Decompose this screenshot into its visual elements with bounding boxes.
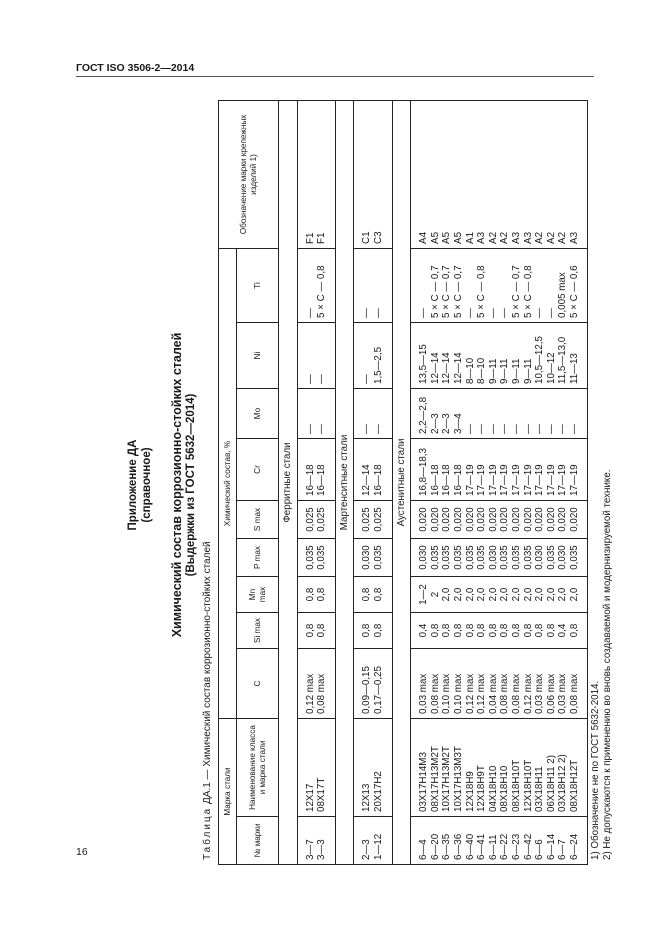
table-cell: — [316,424,328,434]
table-cell: — [545,308,557,318]
table-cell: 0,8 [545,623,557,638]
table-cell: 16—18 [304,464,316,496]
table-cell: 9—11 [522,358,534,384]
cell-group-mn [354,577,392,613]
table-cell: 0,12 max [522,673,534,714]
table-cell: 0,020 [557,507,569,532]
table-cell: 0,06 max [545,673,557,714]
table-cell: 13,5—15 [418,344,430,384]
table-cell: 2,0 [568,587,580,602]
table-cell: 06X18H11 2) [545,754,557,812]
table-cell: 0,08 max [568,673,580,714]
table-cell: 17—19 [557,464,569,496]
table-body [279,100,588,864]
table-cell: 12—14 [441,352,453,384]
table-cell: 08X18H10 [499,765,511,812]
cell-group-si [411,613,588,649]
table-cell: 11,5—13,0 [557,336,569,384]
table-cell: 17—19 [534,464,546,496]
table-cell: 5 × C — 0,7 [429,265,441,318]
table-cell: 0,08 max [510,673,522,714]
table-cell: F1 [316,232,328,244]
table-cell: 10,5—12,5 [534,336,546,384]
cell-group-c [297,649,335,719]
table-cell: 03X18H12 2) [557,754,569,812]
cell-group-si [354,613,392,649]
table-cell: 2,0 [452,587,464,602]
document-header: ГОСТ ISO 3506-2—2014 [76,62,195,74]
table-cell: 0,035 [464,545,476,570]
table-cell: 0,020 [522,507,534,532]
table-cell: 0,03 max [534,673,546,714]
table-cell: 0,8 [510,623,522,638]
table-cell: 0,12 max [464,673,476,714]
table-cell: 12X13 [361,783,373,812]
table-cell: 0,035 [476,545,488,570]
table-cell: 20X17H2 [372,771,384,812]
table-cell: — [499,424,511,434]
col-header-cr: Cr [237,439,279,501]
table-cell: 17—19 [464,464,476,496]
table-cell: 0,08 max [499,673,511,714]
cell-group-num [354,817,392,865]
table-cell: — [304,308,316,318]
table-cell: 0,8 [316,623,328,638]
table-cell: A5 [452,231,464,244]
table-cell: 17—19 [476,464,488,496]
table-cell: 0,020 [476,507,488,532]
section-row [279,100,298,864]
cell-group-c [411,649,588,719]
table-cell: 0,17—0,25 [372,666,384,714]
table-cell: 6—24 [568,833,580,860]
col-header-chem-composition: Химический состав, % [219,248,237,718]
table-cell: A3 [476,231,488,244]
table-cell: 0,10 max [441,673,453,714]
table-cell: — [557,424,569,434]
table-cell: 0,8 [361,623,373,638]
table-cell: A2 [487,231,499,244]
cell-group-des [411,100,588,248]
table-cell: — [361,308,373,318]
table-cell: — [545,424,557,434]
table-cell: 0,4 [418,623,430,638]
table-cell: 17—19 [568,464,580,496]
table-cell: — [487,424,499,434]
table-cell: 0,8 [452,623,464,638]
table-cell: 12X17 [304,783,316,812]
table-cell: 0,08 max [316,673,328,714]
cell-group-c [354,649,392,719]
table-cell: — [522,424,534,434]
cell-group-ti [297,248,335,322]
col-header-p: P max [237,539,279,577]
table-cell: 2,0 [545,587,557,602]
table-cell: F1 [304,232,316,244]
section-row [392,100,411,864]
table-cell: 0,8 [568,623,580,638]
table-cell: 6—20 [429,833,441,860]
rotated-content [120,105,661,865]
table-cell: 0,8 [522,623,534,638]
table-cell: — [372,308,384,318]
table-cell: 0,020 [464,507,476,532]
table-cell: 6—42 [522,833,534,860]
cell-group-mo [297,389,335,439]
table-cell: — [499,308,511,318]
table-cell: 0,035 [499,545,511,570]
table-cell: 0,8 [304,623,316,638]
table-cell: 16—18 [452,464,464,496]
table-cell: C3 [372,231,384,244]
table-cell: 0,025 [372,507,384,532]
table-row-group [354,100,392,864]
table-cell: 0,08 max [429,673,441,714]
table-cell: 10—12 [545,352,557,384]
table-cell: 6—7 [557,839,569,860]
table-cell: 0,8 [487,623,499,638]
cell-group-des [297,100,335,248]
table-cell: 9—11 [499,358,511,384]
table-cell: 2,0 [476,587,488,602]
cell-group-mn [297,577,335,613]
table-cell: 5 × C — 0,8 [522,265,534,318]
table-cell: 6—22 [499,833,511,860]
table-cell: 2,0 [510,587,522,602]
cell-group-cr [354,439,392,501]
table-cell: 1—2 [418,584,430,605]
table-cell: 0,035 [545,545,557,570]
table-cell: 0,035 [441,545,453,570]
footnote-2: 2) Не допускаются к применению во вновь создаваемой и модернизируемой технике. [602,469,613,860]
cell-group-ti [411,248,588,322]
table-cell: — [510,424,522,434]
cell-group-p [297,539,335,577]
table-cell: 1—12 [372,833,384,860]
table-cell: 2 [429,591,441,598]
table-cell: 16,8—18,3 [418,448,430,496]
cell-group-name [297,719,335,817]
table-cell: A2 [499,231,511,244]
table-cell: 2,0 [499,587,511,602]
table-cell: 2—3 [361,839,373,860]
cell-group-p [354,539,392,577]
cell-group-mo [354,389,392,439]
table-cell: 2,0 [522,587,534,602]
col-header-mo: Mo [237,389,279,439]
col-header-c: C [237,649,279,719]
cell-group-si [297,613,335,649]
table-cell: 0,10 max [452,673,464,714]
table-cell: 16—18 [429,464,441,496]
table-cell: 16—18 [316,464,328,496]
cell-group-s [354,501,392,539]
table-cell: 03X18H11 [534,766,546,812]
col-header-steel-grade: Марка стали [219,719,237,865]
table-cell: 0,035 [372,545,384,570]
chemical-composition-table [218,100,588,865]
table-cell: 0,09—0,15 [361,666,373,714]
table-cell: 0,8 [304,587,316,602]
table-cell: 2,0 [557,587,569,602]
table-cell: 0,035 [522,545,534,570]
cell-group-des [354,100,392,248]
table-cell: 11—13 [568,353,580,384]
table-cell: 17—19 [510,464,522,496]
table-cell: 0,8 [464,623,476,638]
table-caption [202,541,213,860]
table-cell: 6—36 [452,833,464,860]
table-cell: 6—11 [487,834,499,860]
table-cell: 0,03 max [557,673,569,714]
table-cell: A5 [441,231,453,244]
table-cell: 0,035 [304,545,316,570]
table-cell: 12X18H10T [522,759,534,812]
table-cell: 16—18 [441,464,453,496]
table-cell: 17—19 [545,464,557,496]
cell-group-num [297,817,335,865]
cell-group-ti [354,248,392,322]
table-cell: 16—18 [372,464,384,496]
table-cell: 12—14 [452,352,464,384]
table-cell: 0,025 [304,507,316,532]
table-cell: 04X18H10 [487,765,499,812]
table-cell: — [304,374,316,384]
table-cell: 0,8 [372,623,384,638]
table-cell: 0,005 max [557,272,569,318]
table-cell: 0,8 [441,623,453,638]
table-cell: 0,020 [418,507,430,532]
table-cell: 0,03 max [418,673,430,714]
table-cell: 0,020 [499,507,511,532]
table-cell: 08X18H12T [568,759,580,812]
section-title: Мартенситные стали [335,100,354,864]
table-cell: 0,035 [429,545,441,570]
cell-group-name [354,719,392,817]
table-cell: 10X17H13M3T [452,746,464,812]
col-header-s: S max [237,501,279,539]
table-cell: 0,020 [568,507,580,532]
table-cell: — [534,424,546,434]
footnote-1: 1) Обозначение не по ГОСТ 5632-2014. [590,680,601,860]
table-cell: 2,2—2,8 [418,396,430,434]
table-cell: 0,030 [534,545,546,570]
table-cell: 0,8 [476,623,488,638]
table-cell: 0,12 max [304,673,316,714]
table-cell: — [476,424,488,434]
table-cell: — [372,424,384,434]
cell-group-ni [354,323,392,389]
document-subtitle: (Выдержки из ГОСТ 5632—2014) [185,393,197,577]
appendix-note: (справочное) [141,447,153,523]
appendix-title: Приложение ДА [127,439,139,531]
cell-group-mn [411,577,588,613]
cell-group-name [411,719,588,817]
table-cell: A2 [557,231,569,244]
table-cell: 8—10 [476,357,488,384]
table-cell: — [464,424,476,434]
table-cell: 2,0 [487,587,499,602]
table-cell: 0,030 [557,545,569,570]
table-cell: 5 × C — 0,6 [568,265,580,318]
table-cell: 6—23 [510,833,522,860]
table-cell: 12X18H9 [464,771,476,812]
table-cell: 0,020 [441,507,453,532]
table-cell: 0,020 [429,507,441,532]
table-row-group [411,100,588,864]
col-header-name: Наименование класса и марка стали [237,719,279,817]
table-cell: 0,035 [568,545,580,570]
table-cell: 0,035 [510,545,522,570]
table-cell: 3—4 [452,413,464,434]
table-cell: 9—11 [487,358,499,384]
cell-group-p [411,539,588,577]
table-row-group [297,100,335,864]
table-cell: A3 [510,231,522,244]
header-rule [76,76,594,77]
cell-group-mo [411,389,588,439]
table-cell: 5 × C — 0,7 [441,265,453,318]
col-header-mn: Mn max [237,577,279,613]
table-cell: 0,030 [487,545,499,570]
table-cell: 17—19 [499,464,511,496]
col-header-si: Si max [237,613,279,649]
table-cell: 17—19 [522,464,534,496]
col-header-ni: Ni [237,323,279,389]
table-cell: 0,020 [510,507,522,532]
table-cell: 6—4 [418,839,430,860]
table-cell: C1 [361,231,373,244]
table-cell: 0,04 max [487,673,499,714]
table-cell: — [304,424,316,434]
table-cell: 0,8 [499,623,511,638]
table-cell: 2,0 [464,587,476,602]
table-cell: 08X18H10T [510,759,522,812]
table-cell: 0,4 [557,623,569,638]
table-cell: 5 × C — 0,7 [510,265,522,318]
table-cell: 8—10 [464,357,476,384]
table-cell: 6—6 [534,839,546,860]
cell-group-ni [411,323,588,389]
table-cell: 0,8 [534,623,546,638]
table-cell: 6—40 [464,833,476,860]
table-cell: 2—3 [441,413,453,434]
table-cell: 0,020 [452,507,464,532]
table-cell: 0,020 [545,507,557,532]
table-cell: — [464,308,476,318]
table-cell: 0,12 max [476,673,488,714]
col-header-num: № марки [237,817,279,865]
section-title: Ферритные стали [279,100,298,864]
table-cell: 6—35 [441,833,453,860]
table-cell: 0,8 [316,587,328,602]
table-cell: — [568,424,580,434]
table-cell: 12X18H9T [476,765,488,812]
table-cell: 03X17H14M3 [418,752,430,812]
section-row [335,100,354,864]
cell-group-cr [297,439,335,501]
table-cell: A3 [568,231,580,244]
table-cell: — [361,424,373,434]
col-header-ti: Ti [237,248,279,322]
table-caption-text: ДА.1 — Химический состав коррозионно-стойких сталей [202,541,213,804]
table-cell: — [361,374,373,384]
table-cell: A1 [464,231,476,244]
table-cell: 08X17T [316,777,328,812]
table-cell: 3—3 [316,839,328,860]
table-cell: 0,8 [372,587,384,602]
table-cell: 0,030 [418,545,430,570]
table-cell: — [534,308,546,318]
table-cell: 0,020 [534,507,546,532]
table-cell: 0,8 [429,623,441,638]
table-cell: 0,8 [361,587,373,602]
table-cell: 1,5—2,5 [372,346,384,384]
table-cell: — [487,308,499,318]
section-title: Аустенитные стали [392,100,411,864]
table-cell: 6—41 [476,833,488,860]
table-cell: A5 [429,231,441,244]
table-cell: 08X17H13M2T [429,746,441,812]
table-cell: 0,035 [452,545,464,570]
table-cell: 0,025 [316,507,328,532]
table-cell: A2 [545,231,557,244]
document-title: Химический состав коррозионно-стойких сталей [170,332,184,638]
table-cell: 2,0 [441,587,453,602]
table-cell: 10X17H13M2T [441,746,453,812]
table-cell: 0,025 [361,507,373,532]
table-caption-prefix: Таблица [202,806,213,860]
page-number: 16 [76,846,88,858]
table-cell: — [316,374,328,384]
cell-group-s [297,501,335,539]
cell-group-ni [297,323,335,389]
table-cell: 5 × C — 0,8 [476,265,488,318]
table-cell: — [418,308,430,318]
table-cell: A2 [534,231,546,244]
col-header-designation: Обозначение марки крепежных изделий 1) [219,100,279,248]
table-cell: 6—14 [545,833,557,860]
table-cell: 2,0 [534,587,546,602]
cell-group-cr [411,439,588,501]
table-cell: 3—7 [304,839,316,860]
table-cell: 9—11 [510,358,522,384]
table-cell: A3 [522,231,534,244]
cell-group-num [411,817,588,865]
cell-group-s [411,501,588,539]
table-cell: 12—14 [361,464,373,496]
table-cell: 5 × C — 0,7 [452,265,464,318]
table-cell: 5 × C — 0,8 [316,265,328,318]
table-cell: 0,020 [487,507,499,532]
table-cell: 17—19 [487,464,499,496]
table-cell: 12—14 [429,352,441,384]
table-cell: 2—3 [429,413,441,434]
table-cell: 0,030 [361,545,373,570]
table-cell: 0,035 [316,545,328,570]
table-cell: A4 [418,231,430,244]
